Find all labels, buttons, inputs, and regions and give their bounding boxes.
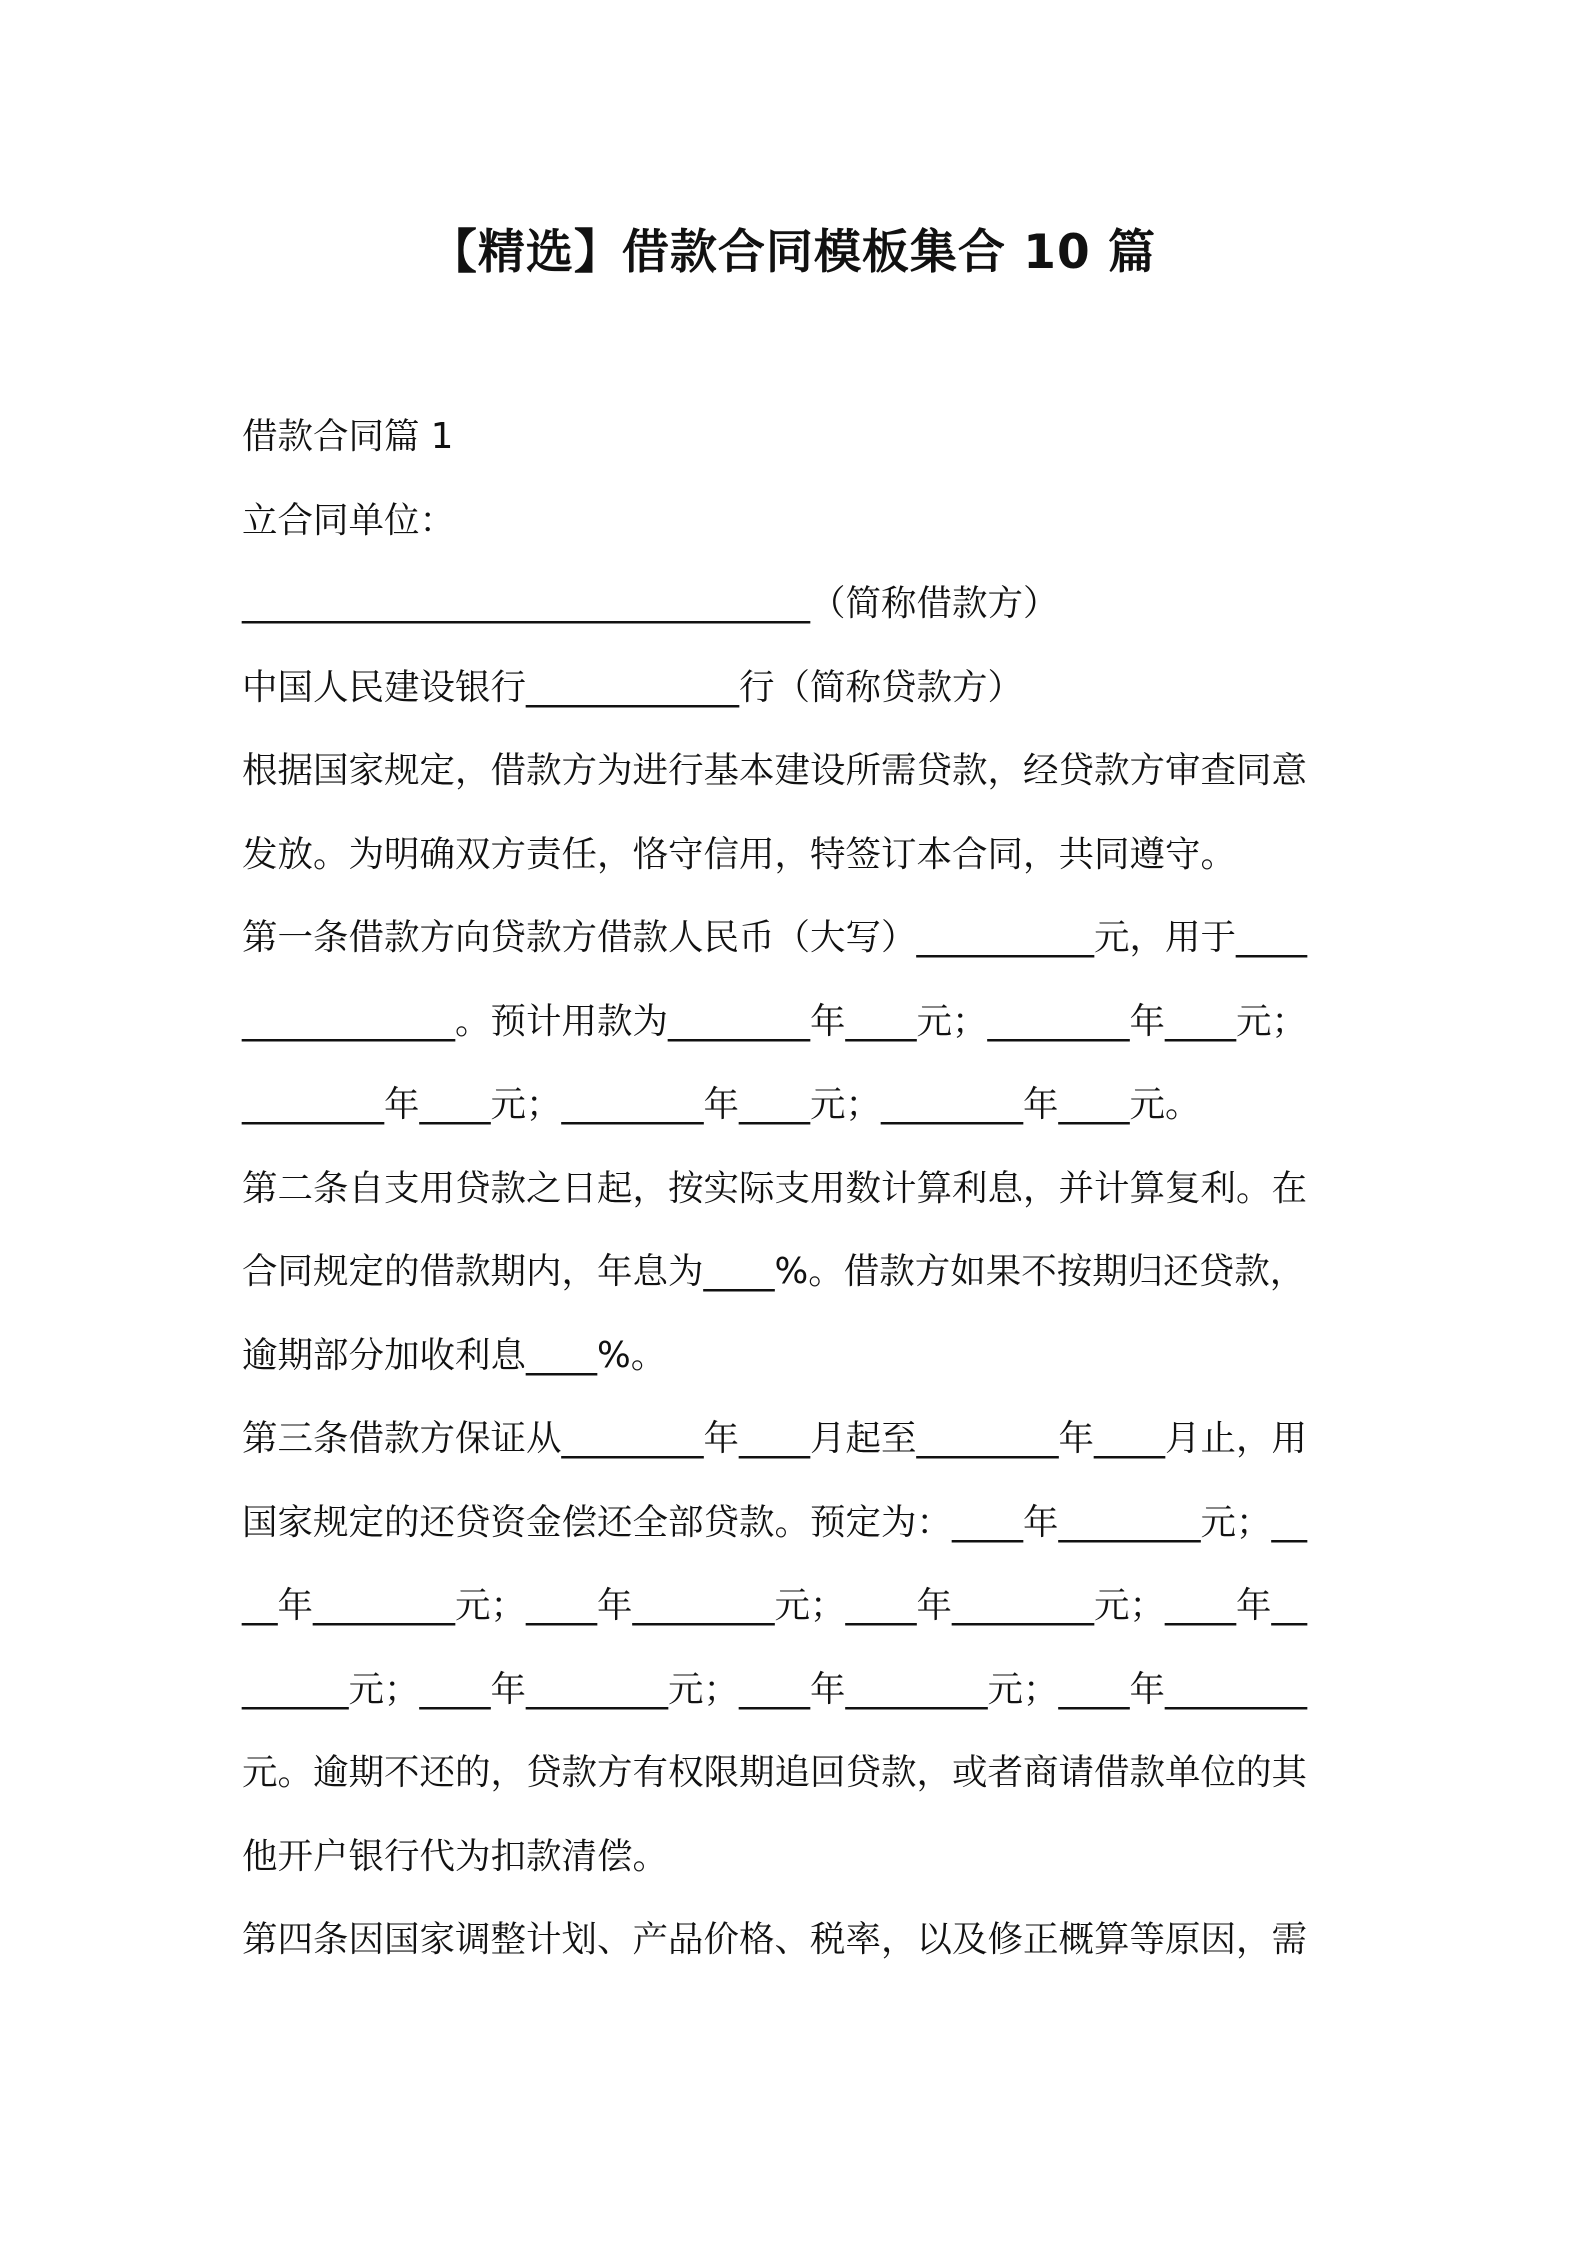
- text-line: 根据国家规定，借款方为进行基本建设所需贷款，经贷款方审查同意: [242, 750, 1308, 791]
- text-line: 第四条因国家调整计划、产品价格、税率，以及修正概算等原因，需: [242, 1919, 1308, 1960]
- text-line: ____________。预计用款为________年____元；________年____元；: [242, 1000, 1308, 1042]
- document-title: 【精选】借款合同模板集合 10 篇: [429, 225, 1157, 280]
- document-body: [242, 395, 1354, 1982]
- text-line: ______元；____年________元；____年________元；____年________: [242, 1668, 1308, 1710]
- heading-contract-1: 借款合同篇 1: [242, 416, 454, 457]
- text-line: 逾期部分加收利息____%。: [242, 1334, 667, 1376]
- text-line: 立合同单位：: [242, 499, 456, 541]
- text-line: 他开户银行代为扣款清偿。: [242, 1835, 669, 1877]
- text-line: 合同规定的借款期内，年息为____%。借款方如果不按期归还贷款，: [242, 1251, 1306, 1292]
- text-line: 第三条借款方保证从________年____月起至________年____月止，用: [242, 1418, 1308, 1459]
- text-line: __年________元；____年________元；____年________元；____年__: [242, 1585, 1308, 1626]
- text-line: 第二条自支用贷款之日起，按实际支用数计算利息，并计算复利。在: [242, 1167, 1308, 1209]
- text-line: 中国人民建设银行____________行（简称贷款方）: [242, 666, 1024, 708]
- text-line: 元。逾期不还的，贷款方有权限期追回贷款，或者商请借款单位的其: [242, 1752, 1308, 1793]
- text-line: ________年____元；________年____元；________年____元。: [242, 1084, 1201, 1125]
- text-line: 发放。为明确双方责任，恪守信用，特签订本合同，共同遵守。: [242, 833, 1237, 875]
- text-line: ________________________________（简称借款方）: [242, 583, 1059, 624]
- text-line: 国家规定的还贷资金偿还全部贷款。预定为：____年________元；__: [242, 1501, 1308, 1543]
- text-line: 第一条借款方向贷款方借款人民币（大写）__________元，用于____: [242, 917, 1308, 958]
